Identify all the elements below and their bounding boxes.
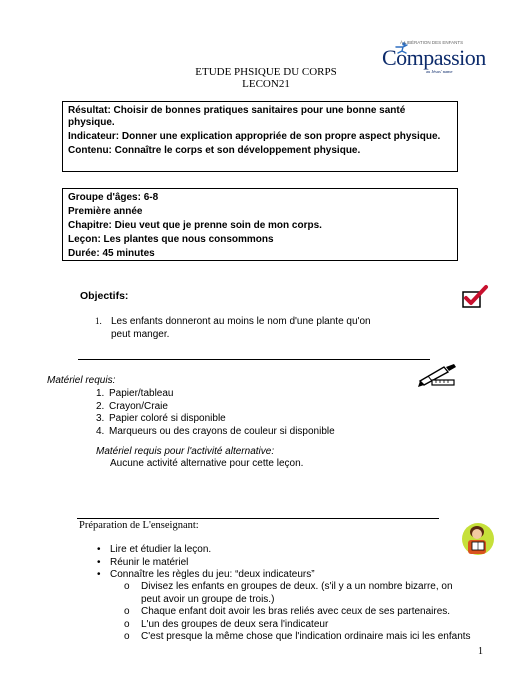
list-item	[124, 606, 474, 619]
item-number: 2.	[96, 400, 105, 412]
item-number: 1.	[96, 388, 105, 399]
item-text: Chaque enfant doit avoir les bras reliés avec ceux de ses partenaires.	[141, 606, 451, 617]
pencil-ruler-icon	[418, 363, 458, 389]
materials-title: Matériel requis:	[47, 375, 116, 386]
preparation-list	[97, 544, 497, 582]
game-rules-list	[124, 581, 474, 644]
list-item	[124, 631, 474, 644]
item-text: Papier coloré si disponible	[109, 413, 226, 424]
objective-item	[95, 315, 385, 341]
list-item: • Connaître les règles du jeu: “deux indicateurs”	[97, 569, 497, 582]
logo-tagline: À LIBÉRATION DES ENFANTS	[400, 40, 464, 45]
list-item	[96, 426, 335, 439]
outcomes-box	[62, 101, 458, 172]
compassion-logo	[378, 40, 486, 78]
item-text: Marqueurs ou des crayons de couleur si disponible	[109, 425, 335, 437]
info-year: Première année	[68, 205, 143, 217]
outcome-content: Contenu: Connaître le corps et son développement physique.	[68, 145, 361, 157]
alt-materials-title: Matériel requis pour l'activité alternative:	[96, 446, 275, 457]
sub-bullet: o	[124, 618, 130, 630]
list-item	[96, 413, 335, 426]
item-text: L'un des groupes de deux sera l'indicateur	[141, 618, 329, 630]
list-item: • Lire et étudier la leçon.	[97, 544, 497, 557]
list-item: • Réunir le matériel	[97, 557, 497, 570]
title-line-1: ETUDE PHSIQUE DU CORPS	[195, 66, 337, 78]
title-line-2: LECON21	[242, 78, 290, 90]
info-lesson: Leçon: Les plantes que nous consommons	[68, 233, 274, 245]
item-text: C'est presque la même chose que l'indication ordinaire mais ici les enfants	[141, 631, 471, 642]
checkbox-check-icon	[461, 284, 489, 310]
list-item	[96, 388, 335, 401]
lesson-info-box	[62, 188, 458, 261]
list-item	[124, 581, 474, 606]
item-text: Divisez les enfants en groupes de deux. (s'il y a un nombre bizarre, on peut avoir un groupe de trois.)	[141, 581, 453, 605]
sub-bullet: o	[124, 581, 130, 592]
item-number: 4.	[96, 425, 105, 437]
logo-name: Compassion	[382, 45, 486, 70]
section-divider	[77, 518, 439, 519]
logo-subname: au Jésus' name	[426, 69, 453, 74]
item-text: Crayon/Craie	[109, 400, 168, 412]
materials-list	[96, 388, 335, 438]
objective-text: Les enfants donneront au moins le nom d'une plante qu'on peut manger.	[111, 316, 371, 340]
preparation-title: Préparation de L'enseignant:	[79, 520, 199, 531]
objectives-title: Objectifs:	[80, 290, 129, 302]
outcome-result: Résultat: Choisir de bonnes pratiques sanitaires pour une bonne santé physique.	[68, 105, 406, 129]
sub-bullet: o	[124, 631, 130, 642]
alt-materials-text: Aucune activité alternative pour cette leçon.	[110, 458, 304, 469]
objective-number: 1.	[95, 316, 102, 326]
section-divider	[78, 359, 430, 360]
list-item	[124, 619, 474, 632]
page-number: 1	[478, 646, 483, 657]
outcome-indicator: Indicateur: Donner une explication appropriée de son propre aspect physique.	[68, 131, 441, 143]
list-item	[96, 401, 335, 414]
info-chapter: Chapitre: Dieu veut que je prenne soin de mon corps.	[68, 219, 322, 231]
info-duration: Durée: 45 minutes	[68, 247, 155, 259]
sub-bullet: o	[124, 606, 130, 617]
item-text: Papier/tableau	[109, 388, 174, 399]
info-age-group: Groupe d'âges: 6-8	[68, 192, 159, 203]
item-number: 3.	[96, 413, 105, 424]
